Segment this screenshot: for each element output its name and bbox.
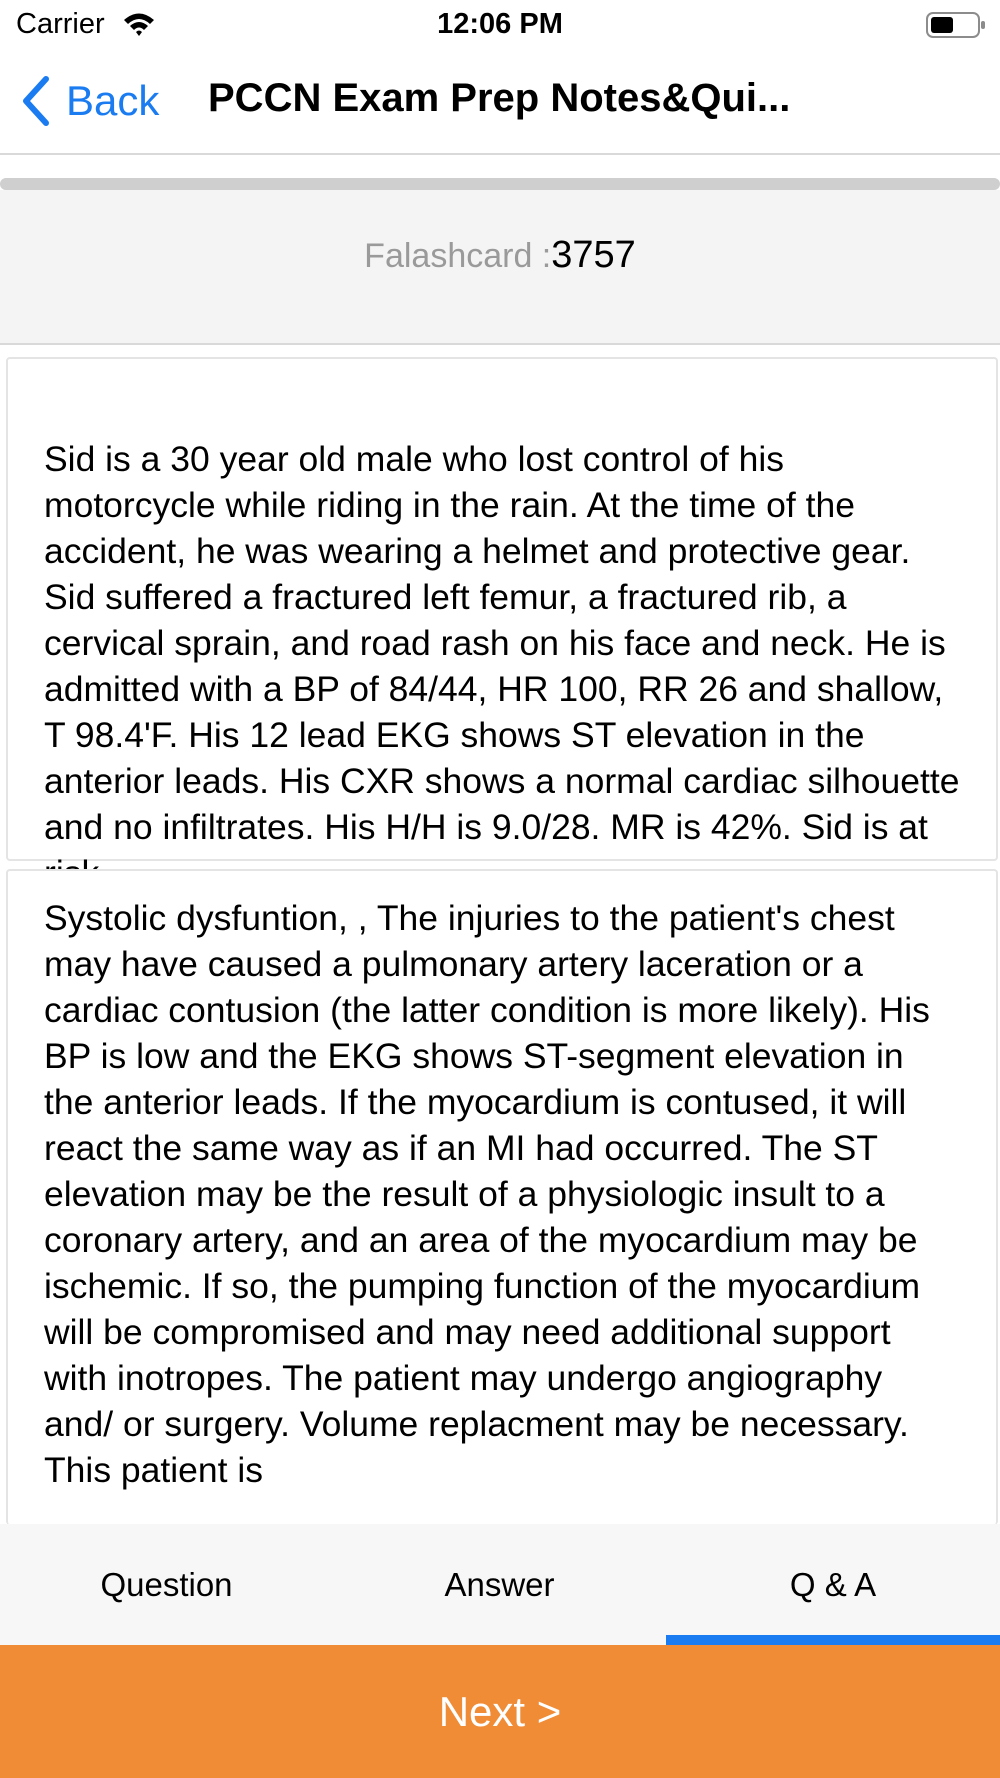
navigation-bar (0, 50, 1000, 155)
counter-area (0, 190, 1000, 345)
tab-answer[interactable]: Answer (444, 1565, 555, 1603)
back-button[interactable] (20, 74, 159, 128)
next-button[interactable]: Next > (0, 1645, 1000, 1778)
selected-tab-indicator (666, 1635, 1000, 1645)
status-bar (0, 0, 1000, 50)
status-time: 12:06 PM (437, 8, 563, 40)
carrier-label: Carrier (16, 8, 105, 40)
counter-value: 3757 (551, 234, 636, 276)
back-label: Back (66, 77, 160, 124)
question-card[interactable] (6, 357, 998, 861)
tab-q-and-a[interactable]: Q & A (789, 1565, 877, 1603)
answer-card[interactable] (6, 869, 998, 1525)
page-title: PCCN Exam Prep Notes&Qui... (208, 76, 791, 120)
chevron-left-icon (20, 75, 52, 127)
answer-text: Systolic dysfuntion, , The injuries to the patient's chest may have caused a pulmonary artery laceration or a cardiac contusion (the latter condition is more likely). His BP is low and the EKG shows ST-segment elevation in the anterior leads. If the myocardium is contused, it will react the same way as if an MI had occurred. The ST elevation may be the result of a physiologic insult to a coronary artery, and an area of the myocardium may be ischemic. If so, the pumping function of the myocardium will be compromised and may need additional support with inotropes. The patient may undergo angiography and/ or surgery. Volume replacment may be necessary. This patient is (44, 898, 930, 1490)
progress-bar (0, 178, 1000, 190)
question-text: Sid is a 30 year old male who lost control of his motorcycle while riding in the rain. At the time of the accident, he was wearing a helmet and protective gear. Sid suffered a fractured left femur, a fractured rib, a cervical sprain, and road rash on his face and neck. He is admitted with a BP of 84/44, HR 100, RR 26 and shallow, T 98.4'F. His 12 lead EKG shows ST elevation in the anterior leads. His CXR shows a normal cardiac silhouette and no infiltrates. His H/H is 9.0/28. MR is 42%. Sid is at (44, 439, 960, 847)
battery-icon (926, 11, 986, 39)
tab-question[interactable]: Question (100, 1565, 233, 1603)
flashcard-counter (0, 234, 1000, 277)
counter-label: Falashcard : (364, 237, 552, 275)
tab-bar (0, 1524, 1000, 1645)
